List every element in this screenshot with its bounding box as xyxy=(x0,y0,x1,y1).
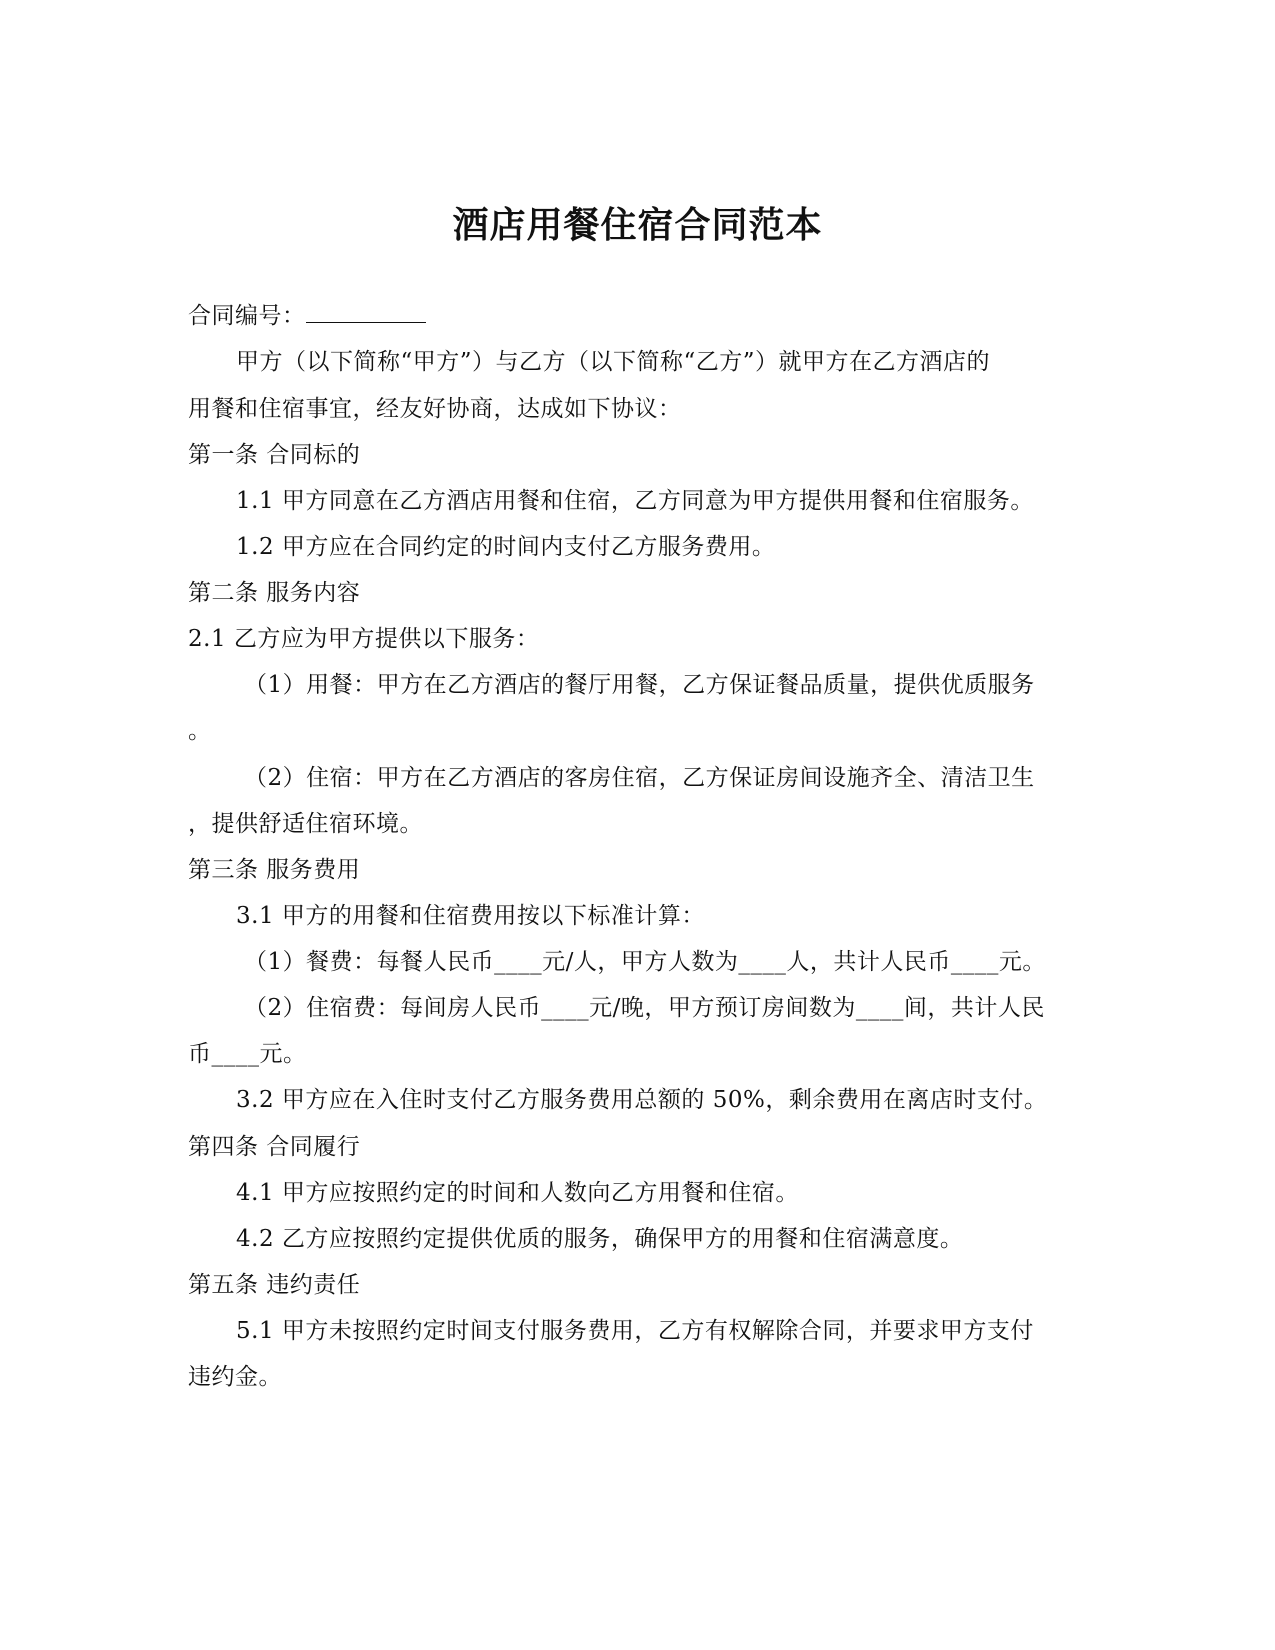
contract-number-line xyxy=(188,300,426,332)
article-heading: 第三条 服务费用 xyxy=(188,857,361,883)
clause-item-cont: 。 xyxy=(188,718,212,744)
clause-item: （2）住宿：甲方在乙方酒店的客房住宿，乙方保证房间设施齐全、清洁卫生 xyxy=(244,765,1035,791)
clause-item: （1）用餐：甲方在乙方酒店的餐厅用餐，乙方保证餐品质量，提供优质服务 xyxy=(244,672,1035,698)
clause-line: 4.1 甲方应按照约定的时间和人数向乙方用餐和住宿。 xyxy=(236,1180,799,1206)
clause-line: 5.1 甲方未按照约定时间支付服务费用，乙方有权解除合同，并要求甲方支付 xyxy=(236,1318,1034,1344)
body-line: 用餐和住宿事宜，经友好协商，达成如下协议： xyxy=(188,396,682,422)
document-title: 酒店用餐住宿合同范本 xyxy=(452,204,823,246)
clause-line: 1.2 甲方应在合同约定的时间内支付乙方服务费用。 xyxy=(236,534,776,560)
clause-item: （1）餐费：每餐人民币____元/人，甲方人数为____人，共计人民币____元。 xyxy=(244,949,1046,975)
clause-item-cont: ，提供舒适住宿环境。 xyxy=(188,811,423,837)
clause-line: 4.2 乙方应按照约定提供优质的服务，确保甲方的用餐和住宿满意度。 xyxy=(236,1226,964,1252)
article-heading: 第五条 违约责任 xyxy=(188,1272,361,1298)
body-line: 甲方（以下简称“甲方”）与乙方（以下简称“乙方”）就甲方在乙方酒店的 xyxy=(236,349,991,375)
clause-line: 3.2 甲方应在入住时支付乙方服务费用总额的 50%，剩余费用在离店时支付。 xyxy=(236,1087,1048,1113)
article-heading: 第一条 合同标的 xyxy=(188,442,361,468)
contract-number-blank xyxy=(306,300,426,323)
clause-line: 2.1 乙方应为甲方提供以下服务： xyxy=(188,626,540,652)
clause-line: 1.1 甲方同意在乙方酒店用餐和住宿，乙方同意为甲方提供用餐和住宿服务。 xyxy=(236,488,1034,514)
clause-item-cont: 币____元。 xyxy=(188,1041,307,1067)
clause-item: （2）住宿费：每间房人民币____元/晚，甲方预订房间数为____间，共计人民 xyxy=(244,995,1045,1021)
clause-line-cont: 违约金。 xyxy=(188,1364,282,1390)
contract-number-label: 合同编号： xyxy=(188,303,306,329)
article-heading: 第二条 服务内容 xyxy=(188,580,361,606)
clause-line: 3.1 甲方的用餐和住宿费用按以下标准计算： xyxy=(236,903,705,929)
article-heading: 第四条 合同履行 xyxy=(188,1134,361,1160)
